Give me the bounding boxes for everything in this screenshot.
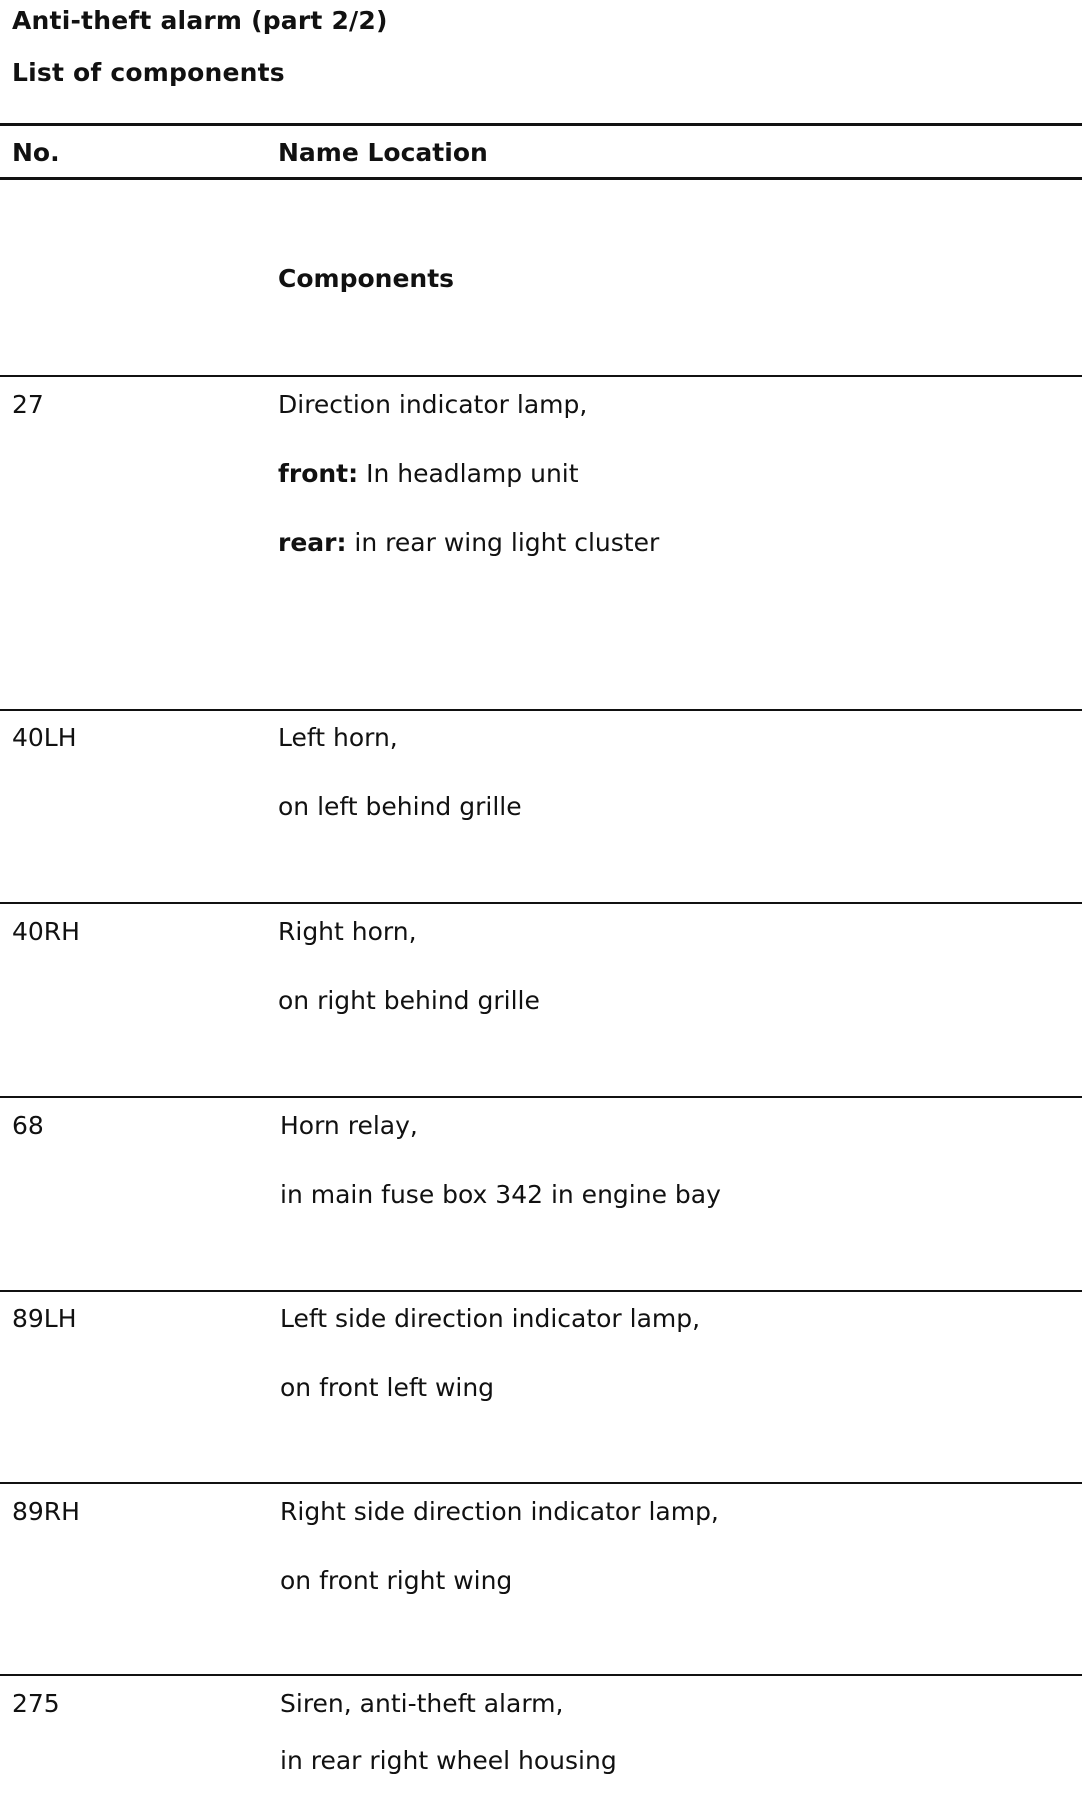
row-location: in main fuse box 342 in engine bay xyxy=(280,1180,721,1209)
row-separator xyxy=(0,1674,1082,1676)
row-name: Left side direction indicator lamp, xyxy=(280,1304,701,1333)
header-no: No. xyxy=(12,138,60,167)
row-location-front xyxy=(278,459,579,488)
header-name-location: Name Location xyxy=(278,138,488,167)
row-separator xyxy=(0,1482,1082,1484)
row-number: 275 xyxy=(12,1689,60,1718)
section-label: Components xyxy=(278,264,455,293)
document-title: Anti-theft alarm (part 2/2) xyxy=(12,6,388,35)
rear-label: rear: xyxy=(278,528,347,557)
document-subtitle: List of components xyxy=(12,58,285,87)
row-separator xyxy=(0,709,1082,711)
rear-text: in rear wing light cluster xyxy=(346,528,660,557)
row-location-rear xyxy=(278,528,659,557)
row-number: 27 xyxy=(12,390,44,419)
row-name: Horn relay, xyxy=(280,1111,418,1140)
front-label: front: xyxy=(278,459,359,488)
row-name: Left horn, xyxy=(278,723,398,752)
row-location: on left behind grille xyxy=(278,792,522,821)
row-separator xyxy=(0,1290,1082,1292)
row-separator xyxy=(0,375,1082,377)
table-top-rule xyxy=(0,123,1082,126)
row-name: Right side direction indicator lamp, xyxy=(280,1497,719,1526)
row-number: 89RH xyxy=(12,1497,80,1526)
front-text: In headlamp unit xyxy=(358,459,579,488)
row-separator xyxy=(0,1096,1082,1098)
row-name: Direction indicator lamp, xyxy=(278,390,588,419)
header-bottom-rule xyxy=(0,177,1082,180)
row-location: on right behind grille xyxy=(278,986,540,1015)
row-number: 40LH xyxy=(12,723,77,752)
row-number: 89LH xyxy=(12,1304,77,1333)
row-name: Right horn, xyxy=(278,917,417,946)
row-number: 40RH xyxy=(12,917,80,946)
row-location: on front left wing xyxy=(280,1373,495,1402)
row-separator xyxy=(0,902,1082,904)
row-number: 68 xyxy=(12,1111,44,1140)
row-location: on front right wing xyxy=(280,1566,513,1595)
row-location: in rear right wheel housing xyxy=(280,1746,617,1775)
row-name: Siren, anti-theft alarm, xyxy=(280,1689,564,1718)
